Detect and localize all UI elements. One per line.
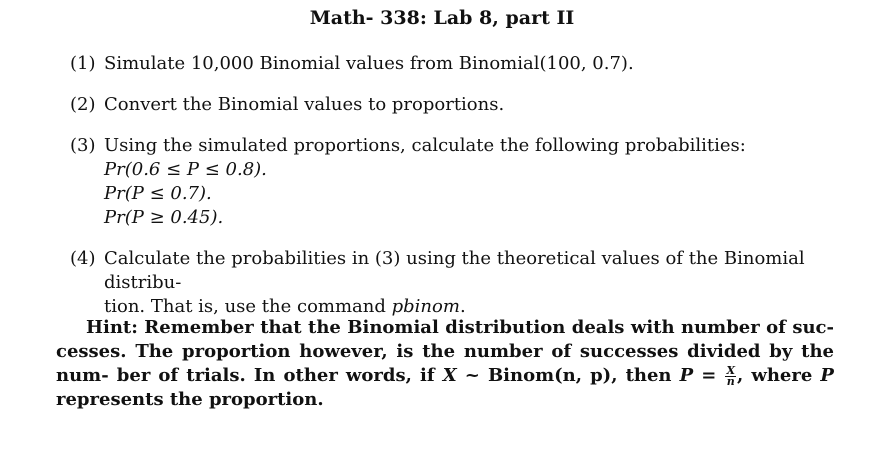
task-1-text: Simulate 10,000 Binomial values from Binomial(100, 0.7). bbox=[104, 53, 634, 74]
task-2-text: Convert the Binomial values to proportions. bbox=[104, 94, 505, 115]
hint-var-p: P bbox=[679, 365, 694, 386]
hint-text-part-2: , then bbox=[611, 365, 680, 386]
pbinom-command: pbinom bbox=[391, 296, 460, 317]
task-3-text: Using the simulated proportions, calculate the following probabilities: bbox=[104, 135, 746, 156]
probability-2: Pr(P ≤ 0.7). bbox=[104, 183, 212, 204]
hint-tilde: ~ bbox=[456, 365, 488, 386]
task-3-body bbox=[104, 134, 844, 230]
hint-paragraph bbox=[56, 316, 834, 412]
hint-fraction-denominator: n bbox=[726, 374, 735, 388]
hint-var-x: X bbox=[442, 365, 457, 386]
task-4-line-2-prefix: tion. That is, use the command bbox=[104, 296, 392, 317]
hint-equals: = bbox=[693, 365, 725, 386]
task-4-line-1: Calculate the probabilities in (3) using the theoretical values of the Binomial distribu- bbox=[104, 248, 805, 293]
hint-fraction-numerator: X bbox=[726, 363, 735, 377]
task-4-body bbox=[104, 247, 844, 319]
task-2-number: (2) bbox=[70, 94, 96, 115]
hint-text-part-3: , where bbox=[736, 365, 821, 386]
probability-3: Pr(P ≥ 0.45). bbox=[104, 207, 224, 228]
task-3-number: (3) bbox=[70, 135, 96, 156]
document-title: Math- 338: Lab 8, part II bbox=[309, 7, 575, 29]
hint-binom: Binom(n, p) bbox=[487, 365, 612, 386]
probability-1: Pr(0.6 ≤ P ≤ 0.8). bbox=[104, 159, 267, 180]
hint-fraction bbox=[725, 363, 736, 388]
task-4-number: (4) bbox=[70, 248, 96, 269]
task-1-number: (1) bbox=[70, 53, 96, 74]
hint-var-p-2: P bbox=[820, 365, 834, 386]
hint-text-part-1: Hint: Remember that the Binomial distribution deals with number of suc- cesses. The proportion however, is the number of successes divided by the num- ber of trials. In other words, if bbox=[56, 317, 834, 386]
task-4-line-2-suffix: . bbox=[459, 296, 466, 317]
hint-text-part-4: represents the proportion. bbox=[56, 389, 324, 410]
